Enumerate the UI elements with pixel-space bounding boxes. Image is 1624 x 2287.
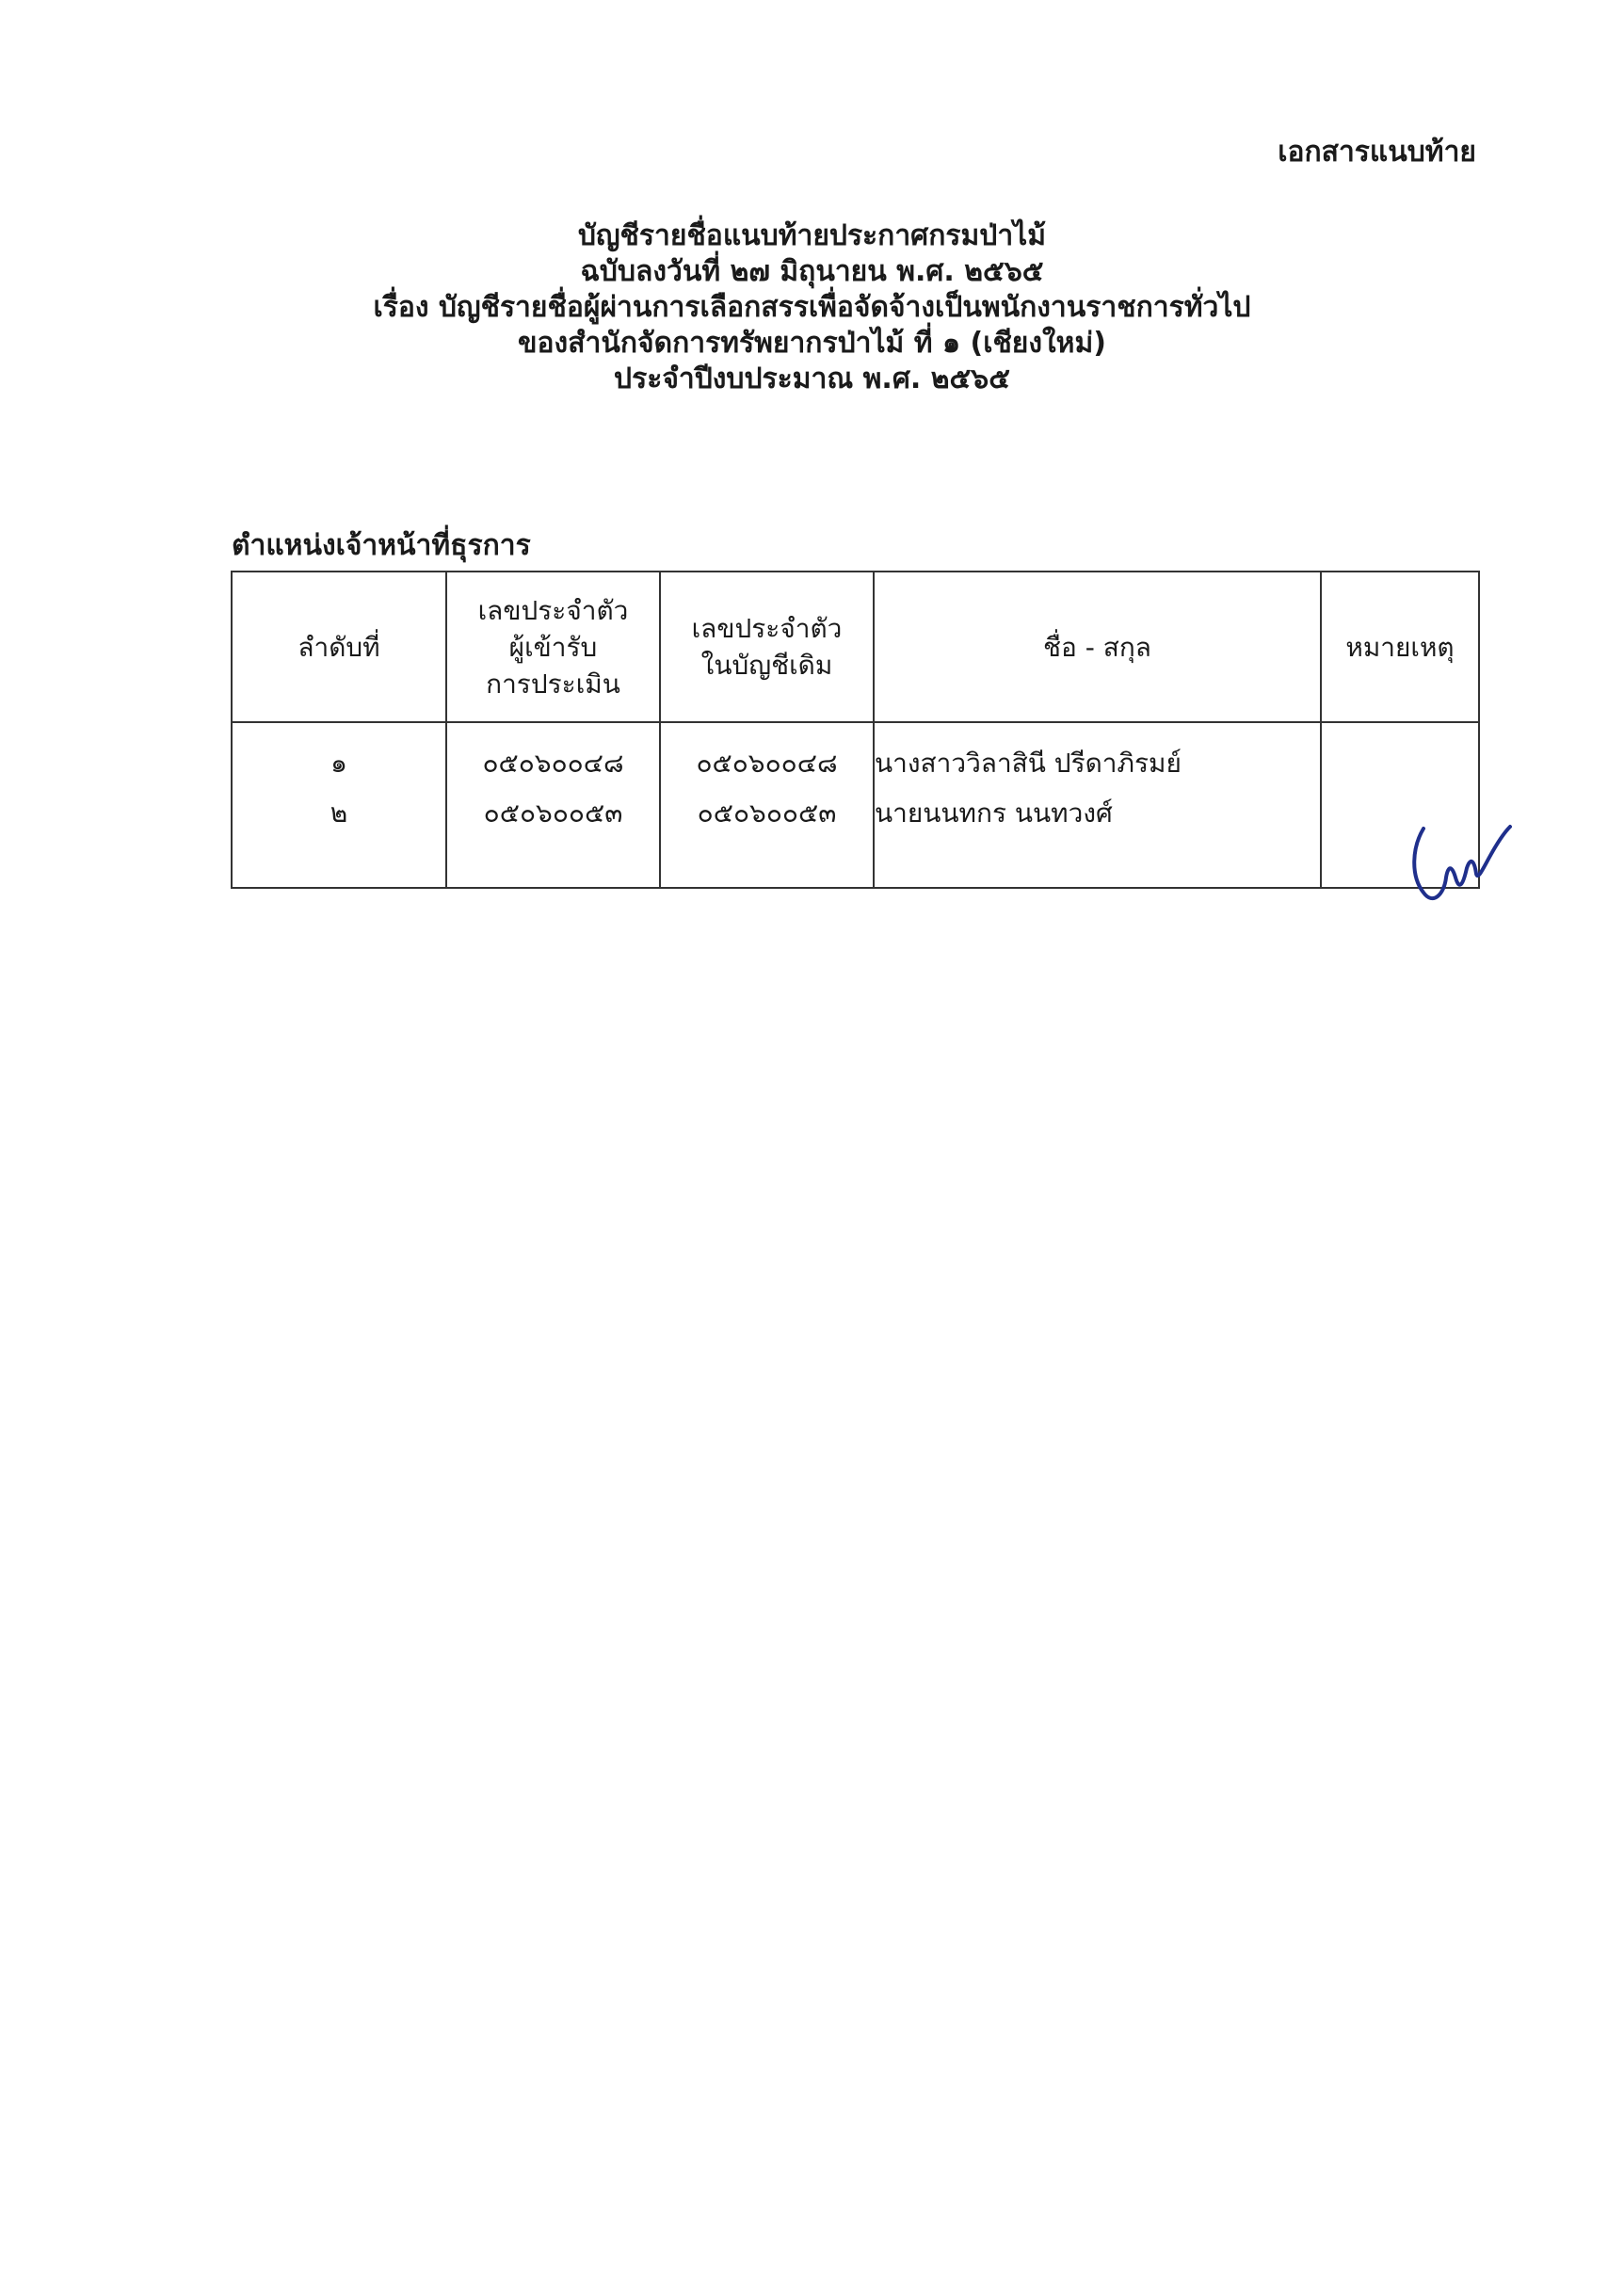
cell-name	[874, 722, 1321, 888]
header-candidate-id-line-2: ผู้เข้ารับ	[508, 631, 598, 663]
signature-initials-icon	[1410, 819, 1514, 913]
roster-table	[231, 571, 1480, 889]
header-no-line: ลำดับที่	[297, 631, 380, 663]
header-candidate-id-line-3: การประเมิน	[486, 668, 620, 700]
row-2-previous-id: ๐๕๐๖๐๐๕๓	[697, 797, 837, 829]
row-1-remark	[1322, 738, 1478, 788]
header-previous-id-line-2: ในบัญชีเดิม	[700, 650, 833, 681]
header-candidate-id-line-1: เลขประจำตัว	[477, 594, 629, 626]
row-2-no: ๒	[330, 797, 348, 829]
title-line-3: เรื่อง บัญชีรายชื่อผู้ผ่านการเลือกสรรเพื่อจัดจ้างเป็นพนักงานราชการทั่วไป	[373, 291, 1251, 324]
title-line-2: ฉบับลงวันที่ ๒๗ มิถุนายน พ.ศ. ๒๕๖๕	[580, 255, 1044, 288]
title-line-1: บัญชีรายชื่อแนบท้ายประกาศกรมป่าไม้	[577, 219, 1047, 252]
row-1-no: ๑	[330, 748, 347, 779]
row-1-name: นางสาววิลาสินี ปรีดาภิรมย์	[875, 748, 1182, 779]
header-name	[874, 572, 1321, 722]
attachment-label: เอกสารแนบท้าย	[1278, 136, 1476, 169]
signature-stroke	[1414, 827, 1510, 898]
header-candidate-id	[446, 572, 660, 722]
row-2-candidate-id: ๐๕๐๖๐๐๕๓	[483, 797, 623, 829]
header-name-line: ชื่อ - สกุล	[1043, 631, 1151, 663]
header-remark	[1321, 572, 1479, 722]
table-header-row	[232, 572, 1479, 722]
row-2-name: นายนนทกร นนทวงศ์	[875, 797, 1113, 829]
cell-previous-id	[660, 722, 874, 888]
header-remark-line: หมายเหตุ	[1345, 631, 1455, 663]
row-1-candidate-id: ๐๕๐๖๐๐๔๘	[482, 748, 624, 779]
header-no	[232, 572, 446, 722]
title-line-4: ของสำนักจัดการทรัพยากรป่าไม้ ที่ ๑ (เชียงใหม่)	[518, 327, 1106, 360]
table-row	[232, 722, 1479, 888]
cell-candidate-id	[446, 722, 660, 888]
title-line-5: ประจำปีงบประมาณ พ.ศ. ๒๕๖๕	[614, 362, 1010, 395]
position-title: ตำแหน่งเจ้าหน้าที่ธุรการ	[232, 529, 531, 562]
row-1-previous-id: ๐๕๐๖๐๐๔๘	[696, 748, 838, 779]
cell-no	[232, 722, 446, 888]
header-previous-id-line-1: เลขประจำตัว	[691, 613, 843, 644]
document-title	[0, 218, 1624, 397]
header-previous-id	[660, 572, 874, 722]
